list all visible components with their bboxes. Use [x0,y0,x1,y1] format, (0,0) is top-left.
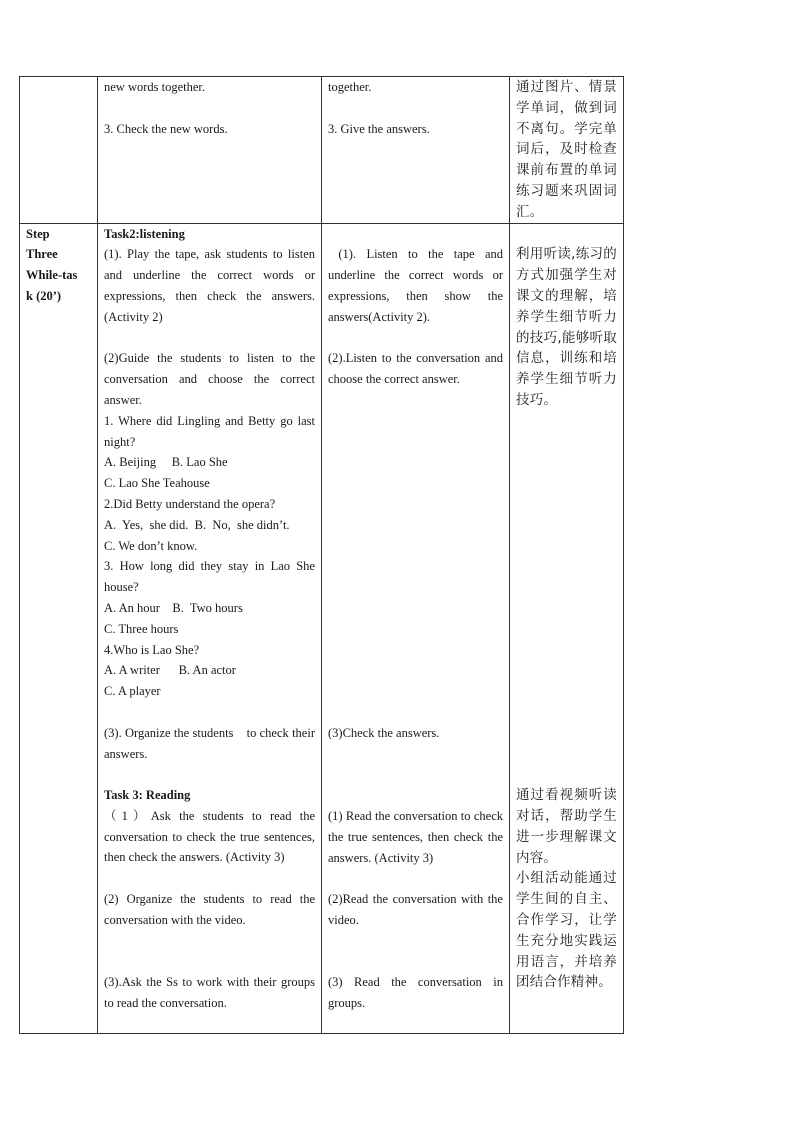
options: C. Three hours [104,621,179,636]
student-text: 3. Give the answers. [328,121,430,136]
question: 3. How long did they stay in Lao She house? [104,559,315,595]
teacher-text: (2) Organize the students to read the conversation with the video. [104,892,315,927]
step-cell [20,223,98,1033]
teacher-text: new words together. [104,80,206,94]
purpose-cell [510,223,624,1033]
step-label: k (20’) [26,288,62,303]
question: 2.Did Betty understand the opera? [104,496,276,511]
purpose-text: 小组活动能通过学生间的自主、合作学习，让学生充分地实践运用语言，并培养团结合作精神。 [516,870,617,991]
options: C. A player [104,684,161,699]
student-text: (1) Read the conversation to check the true sentences, then check the answers. (Activity 3) [328,808,503,865]
purpose-cell [510,77,624,224]
student-text: (1). Listen to the tape and underline the correct words or expressions, then show the answers(Activity 2). [328,247,507,324]
student-text: together. [328,80,372,94]
options: C. We don’t know. [104,538,198,553]
task-title: Task 3: Reading [104,788,191,803]
teacher-text: (2)Guide the students to listen to the conversation and choose the correct answer. [104,351,315,407]
step-cell-empty [20,77,98,224]
question: 1. Where did Lingling and Betty go last night? [104,413,315,449]
options: A. Yes, she did. B. No, she didn’t. [104,517,290,532]
purpose-text: 通过看视频听读对话，帮助学生进一步理解课文内容。 [516,787,617,866]
student-activity-cell [322,223,510,1033]
teacher-text: (1). Play the tape, ask students to listen and underline the correct words or expressions, then check the answers.(Activity 2) [104,247,315,324]
options: C. Lao She Teahouse [104,476,210,491]
teacher-text: (3). Organize the students to check their answers. [104,725,319,761]
lesson-plan-table [19,76,624,1034]
table-row [20,77,624,224]
teacher-text: (3).Ask the Ss to work with their groups to read the conversation. [104,975,315,1011]
step-label: While-tas [26,268,78,283]
question: 4.Who is Lao She? [104,642,200,657]
purpose-text: 利用听读,练习的方式加强学生对课文的理解，培养学生细节听力的技巧,能够听取信息，训练和培养学生细节听力技巧。 [516,246,617,408]
student-text: (2).Listen to the conversation and choose the correct answer. [328,351,503,387]
teacher-activity-cell [98,223,322,1033]
teacher-text: （1）Ask the students to read the conversation to check the true sentences, then check the answers. (Activity 3) [104,808,315,865]
student-text: (2)Read the conversation with the video. [328,892,503,927]
task-title: Task2:listening [104,226,185,241]
options: A. A writer B. An actor [104,663,236,678]
options: A. Beijing B. Lao She [104,455,228,470]
step-label: Three [26,247,58,262]
purpose-text: 通过图片、情景学单词，做到词不离句。学完单词后，及时检查课前布置的单词练习题来巩固词汇。 [516,79,617,220]
teacher-text: 3. Check the new words. [104,121,228,136]
options: A. An hour B. Two hours [104,600,243,615]
student-text: (3)Check the answers. [328,725,440,740]
student-text: (3) Read the conversation in groups. [328,975,503,1011]
student-activity-cell [322,77,510,224]
step-label: Step [26,226,50,241]
table-row [20,223,624,1033]
teacher-activity-cell [98,77,322,224]
